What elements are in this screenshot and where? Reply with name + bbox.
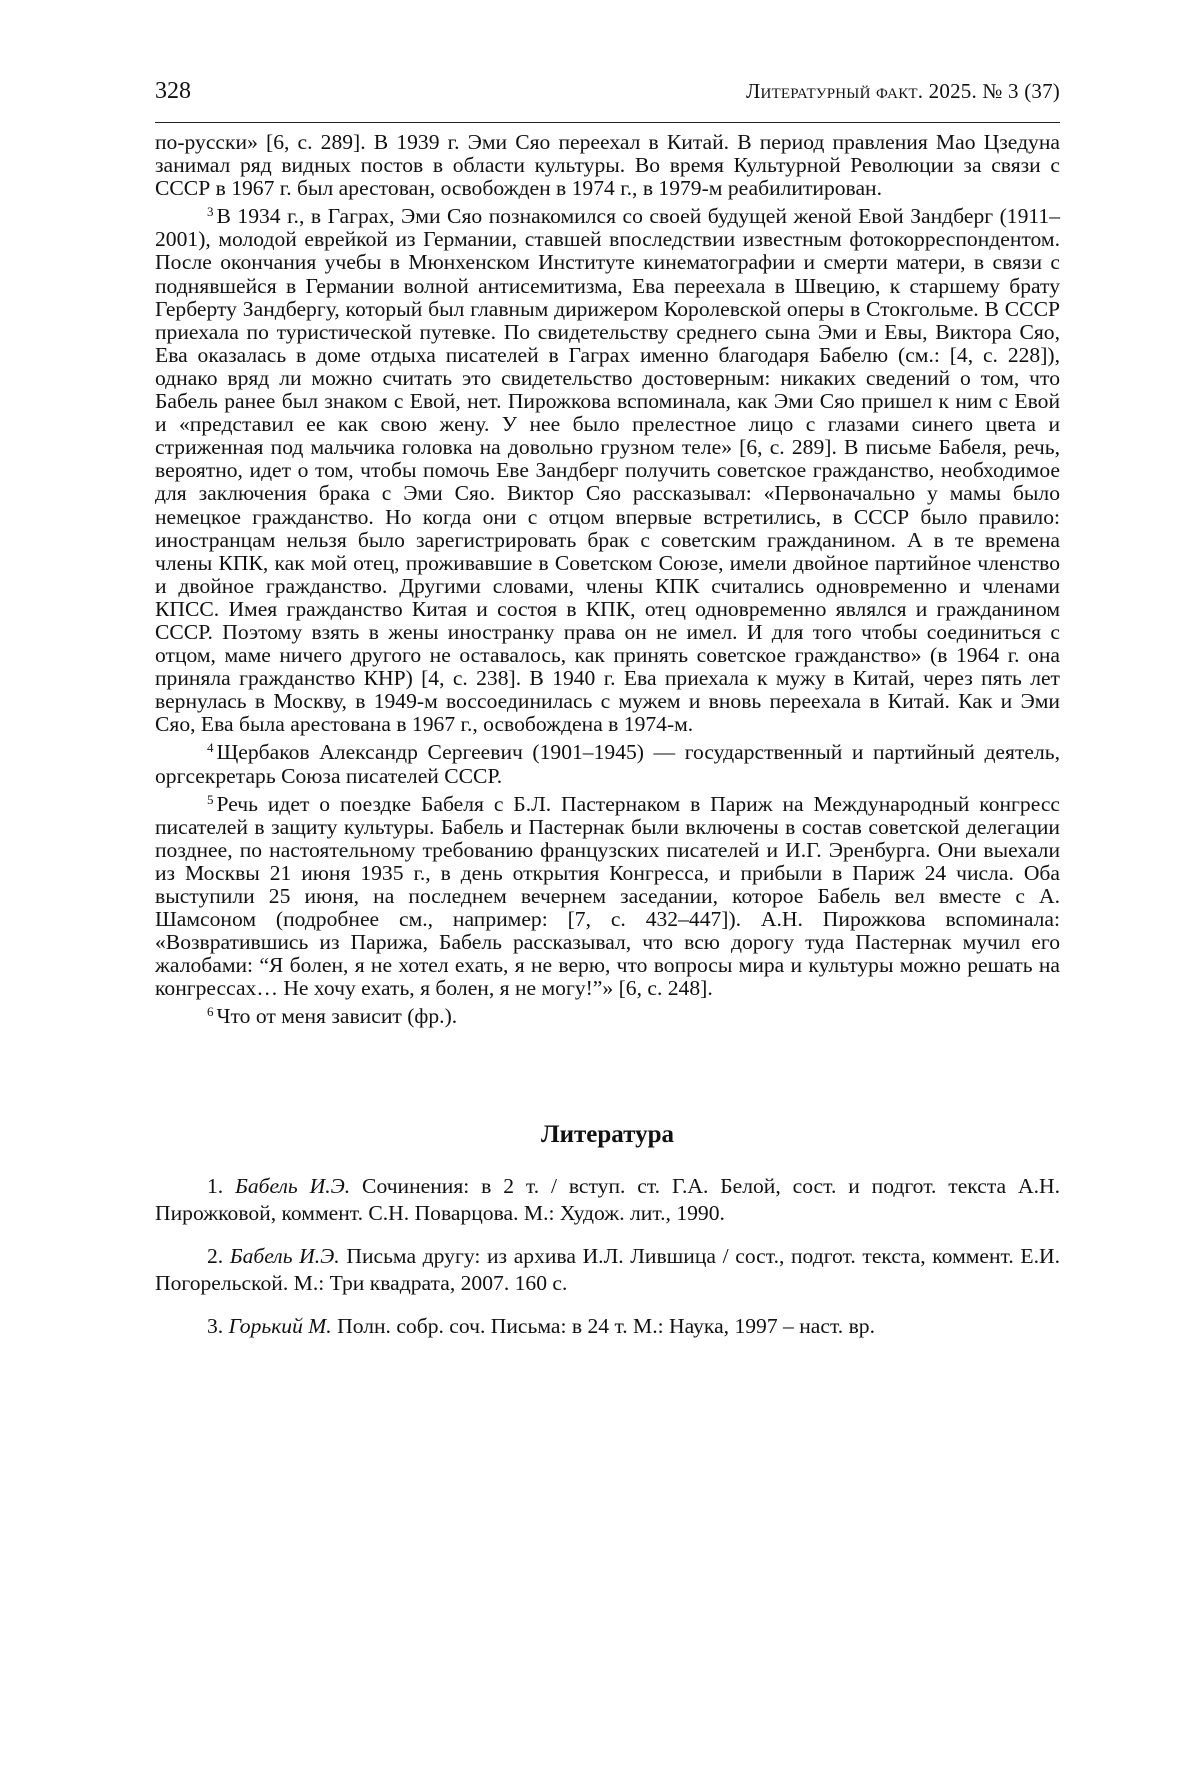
literature-heading: Литература (540, 1120, 675, 1148)
footnotes (155, 131, 1060, 1029)
footnote-6: $^6$ Что от меня зависит (фр.). (207, 1004, 458, 1029)
reference-author: Горький М. (228, 1313, 332, 1338)
running-header (155, 78, 1060, 123)
footnote-marker: 5 (207, 791, 214, 807)
footnote-5: $^5$ Речь идет о поездке Бабеля с Б.Л. Пастернаком в Париж на Международный конгресс писателей в защиту культуры. Бабель и Пастернак были включены в состав советской делегации позднее, по настоятельному требованию французских писателей и И.Г. Эренбурга. Они выехали из Москвы 21 июня 1935 г., в день открытия Конгресса, и прибыли в Париж 24 числа. Оба выступили 25 июня, на последнем вечернем заседании, которое Бабель вел вместе с А. Шамсоном (подробнее см., например: [7, с. 432–447]). А.Н. Пирожкова вспоминала: «Возвратившись из Парижа, Бабель рассказывал, что всю дорогу туда Пастернак мучил его жалобами: “Я болен, я не хотел ехать, я не верю, что вопросы мира и культуры можно решать на конгрессах… Не хочу ехать, я болен, я не могу!”» [6, с. 248]. (155, 791, 1060, 1001)
reference-item: 3. Горький М. Полн. собр. соч. Письма: в 24 т. М.: Наука, 1997 – наст. вр. (207, 1313, 875, 1338)
footnote-continuation: по-русски» [6, с. 289]. В 1939 г. Эми Сяо переехал в Китай. В период правления Мао Цзедуна занимал ряд видных постов в области культуры. Во время Культурной Революции за связи с СССР в 1967 г. был арестован, освобожден в 1974 г., в 1979-м реабилитирован. (155, 130, 1060, 201)
footnote-marker: 4 (207, 740, 214, 756)
footnote-4: $^4$ Щербаков Александр Сергеевич (1901–1945) — государственный и партийный деятель, оргсекретарь Союза писателей СССР. (155, 740, 1060, 788)
page (155, 78, 1060, 1356)
reference-author: Бабель И.Э. (235, 1173, 351, 1198)
reference-list (155, 1173, 1060, 1340)
journal-title: Литературный факт. 2025. № 3 (37) (746, 79, 1060, 103)
reference-item: 1. Бабель И.Э. Сочинения: в 2 т. / вступ. ст. Г.А. Белой, сост. и подгот. текста А.Н. Пирожковой, коммент. С.Н. Поварцова. М.: Худож. лит., 1990. (155, 1173, 1060, 1225)
footnote-marker: 3 (207, 204, 214, 220)
reference-author: Бабель И.Э. (229, 1243, 340, 1268)
page-number: 328 (155, 78, 191, 104)
reference-item: 2. Бабель И.Э. Письма другу: из архива И.Л. Лившица / сост., подгот. текста, коммент. Е.И. Погорельской. М.: Три квадрата, 2007. 160 с. (155, 1243, 1060, 1295)
footnote-marker: 6 (207, 1004, 214, 1020)
footnote-3: $^3$ В 1934 г., в Гаграх, Эми Сяо познакомился со своей будущей женой Евой Зандберг (1911–2001), молодой еврейкой из Германии, ставшей впоследствии известным фотокорреспондентом. После окончания учебы в Мюнхенском Институте кинематографии и смерти матери, в связи с поднявшейся в Германии волной антисемитизма, Ева переехала в Швецию, к старшему брату Герберту Зандбергу, который был главным дирижером Королевской оперы в Стокгольме. В СССР приехала по туристической путевке. По свидетельству среднего сына Эми и Евы, Виктора Сяо, Ева оказалась в доме отдыха писателей в Гаграх именно благодаря Бабелю (см.: [4, с. 228]), однако вряд ли можно считать это свидетельство достоверным: никаких сведений о том, что Бабель ранее был знаком с Евой, нет. Пирожкова вспоминала, как Эми Сяо пришел к ним с Евой и «представил ее как свою жену. У нее было прелестное лицо с глазами синего цвета и стриженная под мальчика головка на довольно грузном теле» [6, с. 289]. В письме Бабеля, речь, вероятно, идет о том, чтобы помочь Еве Зандберг получить советское гражданство, необходимое для заключения брака с Эми Сяо. Виктор Сяо рассказывал: «Первоначально у мамы было немецкое гражданство. Но когда они с отцом впервые встретились, в СССР было правило: иностранцам нельзя было зарегистрировать брак с советским гражданином. А в те времена члены КПК, как мой отец, проживавшие в Советском Союзе, имели двойное партийное членство и двойное гражданство. Другими словами, члены КПК считались одновременно и членами КПСС. Имея гражданство Китая и состоя в КПК, отец одновременно являлся и гражданином СССР. Поэтому взять в жены иностранку права он не имел. И для того чтобы соединиться с отцом, маме ничего другого не оставалось, как принять советское гражданство» (в 1964 г. она приняла гражданство КНР) [4, с. 238]. В 1940 г. Ева приехала к мужу в Китай, через пять лет вернулась в Москву, в 1949-м воссоединилась с мужем и вновь переехала в Китай. Как и Эми Сяо, Ева была арестована в 1967 г., освобождена в 1974-м. (155, 204, 1060, 737)
